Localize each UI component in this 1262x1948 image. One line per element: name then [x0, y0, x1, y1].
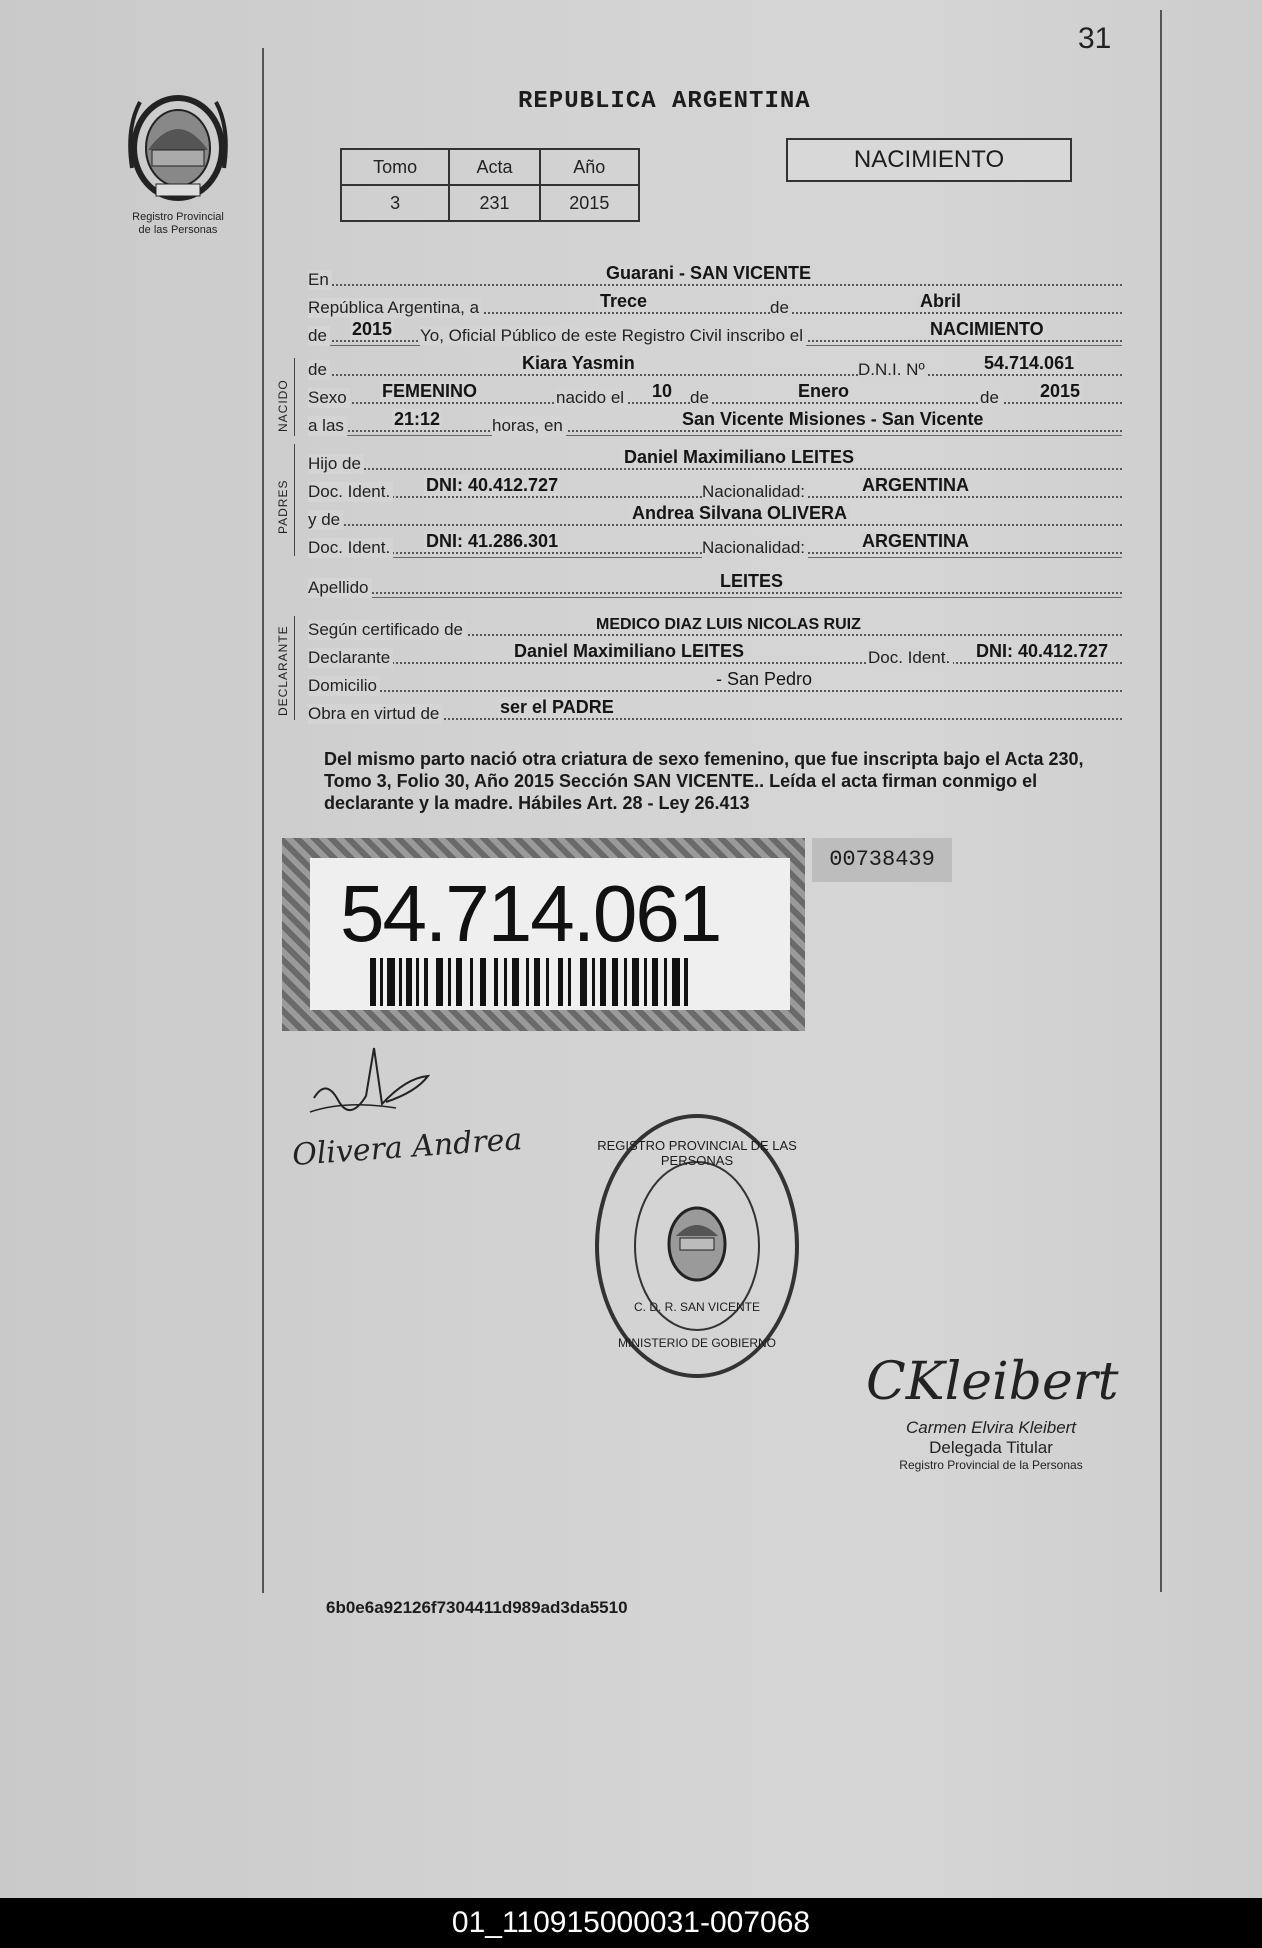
label-domicilio: Domicilio	[308, 676, 380, 696]
seal-outer-text: REGISTRO PROVINCIAL DE LAS PERSONAS	[597, 1138, 797, 1168]
label-horas-en: horas, en	[492, 416, 566, 436]
label-segun: Según certificado de	[308, 620, 466, 640]
label-madre-nac: Nacionalidad:	[702, 538, 808, 558]
row-padre-doc	[308, 474, 1122, 502]
label-alas: a las	[308, 416, 347, 436]
value-nacido-day: 10	[652, 381, 673, 401]
label-nacido-de2: de	[980, 388, 1002, 408]
label-de-year: de	[308, 326, 330, 346]
official-name: Carmen Elvira Kleibert	[905, 1418, 1077, 1437]
label-name: de	[308, 360, 330, 380]
value-dni: 54.714.061	[984, 353, 1075, 373]
label-hijo: Hijo de	[308, 454, 364, 474]
value-madre: Andrea Silvana OLIVERA	[632, 503, 848, 523]
label-apellido: Apellido	[308, 578, 372, 598]
header-anio: Año	[540, 149, 639, 185]
value-declarante: Daniel Maximiliano LEITES	[514, 641, 745, 661]
value-lugar: San Vicente Misiones - San Vicente	[682, 409, 984, 429]
row-apellido	[308, 570, 1122, 598]
row-en	[308, 262, 1122, 290]
value-segun: MEDICO DIAZ LUIS NICOLAS RUIZ	[596, 616, 861, 633]
label-nacido-de1: de	[690, 388, 712, 408]
declarant-signature	[286, 1038, 524, 1188]
section-padres: PADRES	[276, 479, 290, 534]
scan-footer-id: 01_110915000031-007068	[0, 1898, 1262, 1948]
value-day: Trece	[600, 291, 648, 311]
label-sexo: Sexo	[308, 388, 350, 408]
row-sexo	[308, 380, 1122, 408]
label-padre-nac: Nacionalidad:	[702, 482, 808, 502]
handwritten-name: Olivera Andrea	[291, 1122, 524, 1173]
observations-paragraph: Del mismo parto nació otra criatura de sexo femenino, que fue inscripta bajo el Acta 230, Tomo 3, Folio 30, Año 2015 Sección SAN VICENTE.. Leída el acta firman conmigo el declarante y la madre. Hábiles Art. 28 - Ley 26.413	[324, 749, 1084, 813]
official-signature: CKleibert	[866, 1352, 1119, 1412]
value-nacido-month: Enero	[798, 381, 850, 401]
header-tomo: Tomo	[341, 149, 449, 185]
official-signature-block	[866, 1352, 1119, 1472]
row-obra	[308, 696, 1122, 724]
value-anio: 2015	[540, 185, 639, 221]
row-madre-doc	[308, 530, 1122, 558]
logo-caption-2: de las Personas	[138, 224, 218, 236]
id-number: 54.714.061	[340, 869, 721, 958]
value-obra: ser el PADRE	[500, 697, 614, 717]
official-title: Delegada Titular	[929, 1438, 1053, 1457]
misiones-coat-of-arms-icon	[118, 88, 238, 206]
label-decl-doc: Doc. Ident.	[868, 648, 953, 668]
label-yde: y de	[308, 510, 343, 530]
row-declarante	[308, 640, 1122, 668]
left-margin-line	[262, 48, 264, 1593]
value-name: Kiara Yasmin	[522, 353, 635, 373]
value-padre-nac: ARGENTINA	[862, 475, 969, 495]
row-name	[308, 352, 1122, 380]
value-hora: 21:12	[394, 409, 441, 429]
logo-caption-1: Registro Provincial	[132, 211, 224, 223]
value-month: Abril	[920, 291, 962, 311]
right-margin-line	[1160, 10, 1162, 1592]
row-segun	[308, 612, 1122, 640]
value-padre: Daniel Maximiliano LEITES	[624, 447, 855, 467]
value-acta: 231	[449, 185, 539, 221]
official-seal	[592, 1110, 802, 1382]
page-number: 31	[1078, 22, 1112, 55]
province-logo	[118, 88, 238, 237]
record-table	[340, 148, 640, 222]
header-acta: Acta	[449, 149, 539, 185]
row-madre	[308, 502, 1122, 530]
value-madre-nac: ARGENTINA	[862, 531, 969, 551]
value-domicilio: - San Pedro	[716, 669, 813, 689]
row-year	[308, 318, 1122, 346]
label-de-month: de	[770, 298, 792, 318]
seal-middle-text: C. D. R. SAN VICENTE	[633, 1300, 761, 1314]
row-republica	[308, 290, 1122, 318]
value-padre-doc: DNI: 40.412.727	[426, 475, 559, 495]
row-domicilio	[308, 668, 1122, 696]
value-madre-doc: DNI: 41.286.301	[426, 531, 559, 551]
value-apellido: LEITES	[720, 571, 784, 591]
seal-bottom-text: MINISTERIO DE GOBIERNO	[617, 1336, 776, 1350]
label-declarante: Declarante	[308, 648, 393, 668]
value-nacido-year: 2015	[1040, 381, 1081, 401]
label-nacido-el: nacido el	[556, 388, 627, 408]
label-dni: D.N.I. Nº	[858, 360, 928, 380]
value-year: 2015	[352, 319, 393, 339]
label-madre-doc: Doc. Ident.	[308, 538, 393, 558]
label-en: En	[308, 270, 332, 290]
value-en: Guarani - SAN VICENTE	[606, 263, 812, 283]
row-hijo	[308, 446, 1122, 474]
label-republica: República Argentina, a	[308, 298, 482, 318]
label-oficial: Yo, Oficial Público de este Registro Civil inscribo el	[420, 326, 806, 346]
barcode-icon	[370, 958, 690, 1006]
section-declarante: DECLARANTE	[276, 625, 290, 716]
row-hora	[308, 408, 1122, 436]
label-obra: Obra en virtud de	[308, 704, 442, 724]
id-number-label	[282, 838, 805, 1031]
official-office: Registro Provincial de la Personas	[899, 1458, 1083, 1472]
document-title: REPUBLICA ARGENTINA	[518, 88, 811, 115]
doc-type-box: NACIMIENTO	[786, 138, 1072, 182]
serial-number: 00738439	[812, 838, 952, 882]
value-sexo: FEMENINO	[382, 381, 478, 401]
value-inscribo: NACIMIENTO	[930, 319, 1044, 339]
value-tomo: 3	[341, 185, 449, 221]
label-padre-doc: Doc. Ident.	[308, 482, 393, 502]
section-nacido: NACIDO	[276, 379, 290, 432]
document-hash: 6b0e6a92126f7304411d989ad3da5510	[326, 1598, 628, 1617]
value-decl-doc: DNI: 40.412.727	[976, 641, 1109, 661]
